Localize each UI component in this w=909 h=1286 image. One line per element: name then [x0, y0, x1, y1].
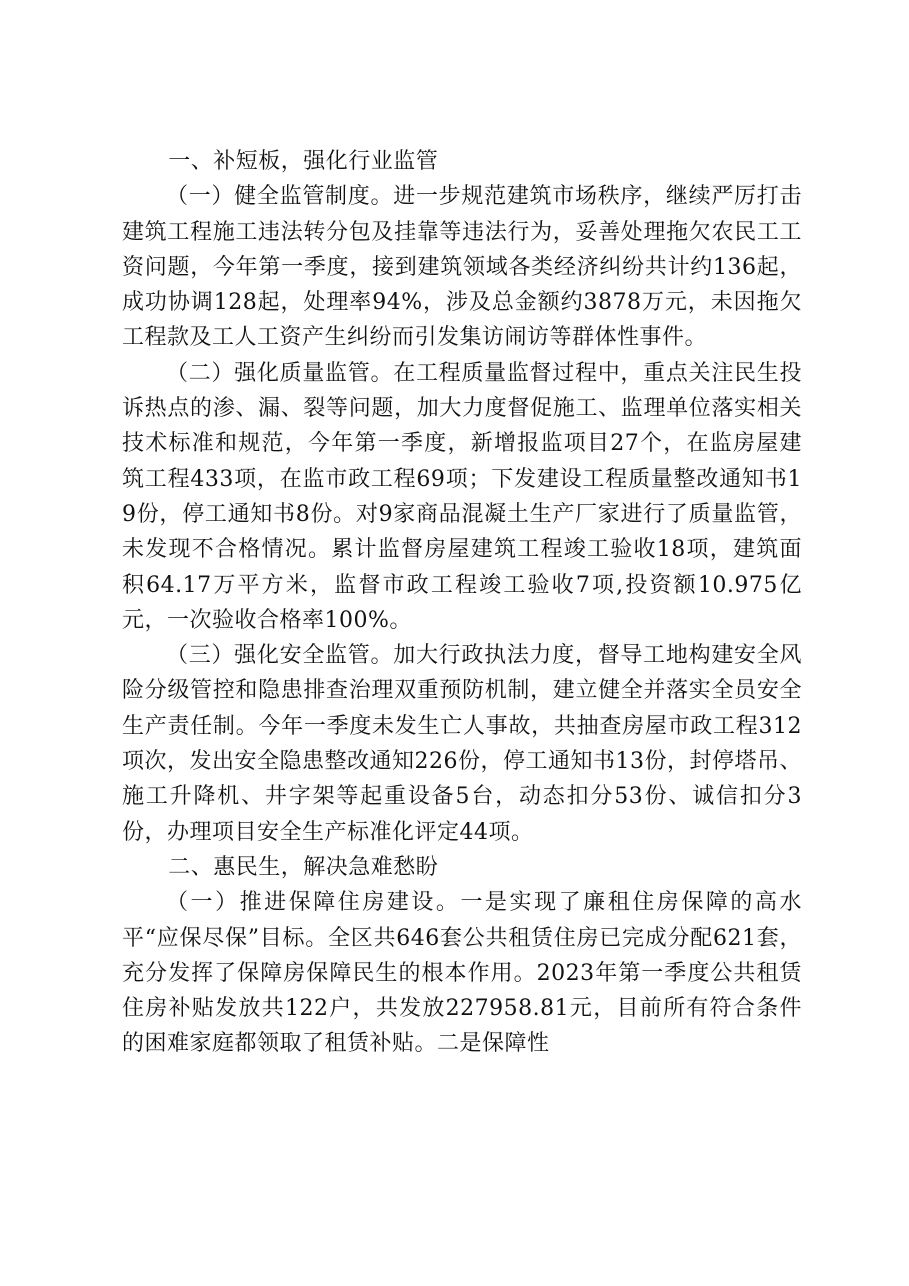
paragraph-supervision-system: （一）健全监管制度。进一步规范建筑市场秩序，继续严厉打击建筑工程施工违法转分包及挂靠等违法行为，妥善处理拖欠农民工工资问题，今年第一季度，接到建筑领域各类经济纠纷共计约136起，成功协调128起，处理率94%，涉及总金额约3878万元，未因拖欠工程款及工人工资产生纠纷而引发集访闹访等群体性事件。: [122, 184, 802, 351]
section-heading-1: 一、补短板，强化行业监管: [168, 149, 439, 174]
document-body: [122, 144, 802, 1062]
paragraph-safety-supervision: （三）强化安全监管。加大行政执法力度，督导工地构建安全风险分级管控和隐患排查治理双重预防机制，建立健全并落实全员安全生产责任制。今年一季度未发生亡人事故，共抽查房屋市政工程312项次，发出安全隐患整改通知226份，停工通知书13份，封停塔吊、施工升降机、井字架等起重设备5台，动态扣分53份、诚信扣分3份，办理项目安全生产标准化评定44项。: [122, 643, 802, 845]
paragraph-quality-supervision: （二）强化质量监管。在工程质量监督过程中，重点关注民生投诉热点的渗、漏、裂等问题，加大力度督促施工、监理单位落实相关技术标准和规范，今年第一季度，新增报监项目27个，在监房屋建筑工程433项，在监市政工程69项；下发建设工程质量整改通知书19份，停工通知书8份。对9家商品混凝土生产厂家进行了质量监管，未发现不合格情况。累计监督房屋建筑工程竣工验收18项，建筑面积64.17万平方米，监督市政工程竣工验收7项,投资额10.975亿元，一次验收合格率100%。: [122, 360, 802, 633]
section-heading-2: 二、惠民生，解决急难愁盼: [168, 854, 439, 880]
paragraph-housing-construction: （一）推进保障住房建设。一是实现了廉租住房保障的高水平“应保尽保”目标。全区共646套公共租赁住房已完成分配621套，充分发挥了保障房保障民生的根本作用。2023年第一季度公共租赁住房补贴发放共122户，共发放227958.81元，目前所有符合条件的困难家庭都领取了租赁补贴。二是保障性: [122, 890, 802, 1057]
